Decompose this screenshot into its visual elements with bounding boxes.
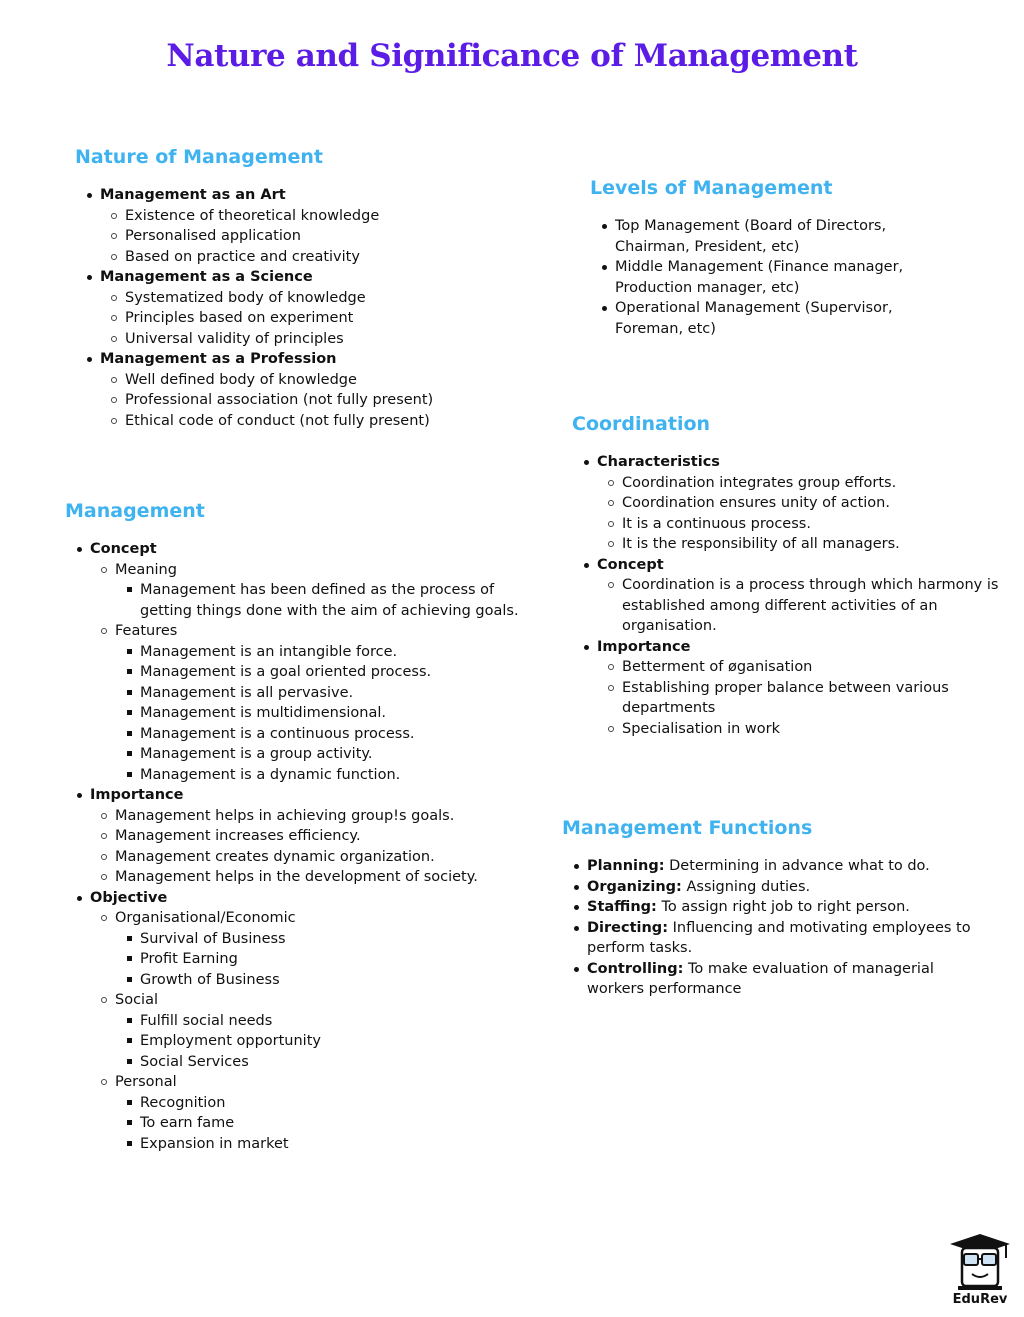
list-item: Management as a Science Systematized body of knowledge Principles based on experiment Universal validity of principles bbox=[75, 267, 545, 349]
list-item: Organizing: Assigning duties. bbox=[562, 877, 982, 898]
list-item: Concept Meaning Management has been defined as the process of getting things done with the aim of achieving goals. Features Management is an intangible force. Management is a goal oriented process. Management is all pervasive. Management is multidimensional. Management is a continuous process. Management is a group activity. Management is a dynamic function. bbox=[65, 539, 545, 785]
list-item: Personal Recognition To earn fame Expansion in market bbox=[90, 1072, 545, 1154]
edurev-logo bbox=[946, 1232, 1014, 1308]
levels-heading: Levels of Management bbox=[590, 177, 833, 199]
list-item: Staffing: To assign right job to right person. bbox=[562, 897, 982, 918]
list-item: Survival of Business bbox=[115, 929, 545, 950]
functions-section bbox=[562, 817, 982, 1000]
levels-list bbox=[590, 216, 920, 339]
list-item: Controlling: To make evaluation of managerial workers performance bbox=[562, 959, 982, 1000]
list-item: Social Fulfill social needs Employment opportunity Social Services bbox=[90, 990, 545, 1072]
list-item: Management as a Profession Well defined body of knowledge Professional association (not fully present) Ethical code of conduct (not fully present) bbox=[75, 349, 545, 431]
list-item: Concept Coordination is a process through which harmony is established among different activities of an organisation. bbox=[572, 555, 1004, 637]
list-item: Betterment of øganisation bbox=[597, 657, 1004, 678]
management-list bbox=[65, 539, 545, 1154]
list-item: Meaning Management has been defined as the process of getting things done with the aim of achieving goals. bbox=[90, 560, 545, 622]
list-item: To earn fame bbox=[115, 1113, 545, 1134]
list-item: Management is a dynamic function. bbox=[115, 765, 545, 786]
page-title: Nature and Significance of Management bbox=[166, 38, 858, 74]
list-item: Management is a goal oriented process. bbox=[115, 662, 545, 683]
management-section bbox=[65, 500, 545, 1154]
list-item: Management as an Art Existence of theoretical knowledge Personalised application Based on practice and creativity bbox=[75, 185, 545, 267]
list-item: Coordination integrates group efforts. bbox=[597, 473, 1004, 494]
levels-section bbox=[590, 177, 920, 339]
list-item: Characteristics Coordination integrates group efforts. Coordination ensures unity of action. It is a continuous process. It is the responsibility of all managers. bbox=[572, 452, 1004, 555]
list-item: Operational Management (Supervisor, Foreman, etc) bbox=[590, 298, 920, 339]
list-item: Features Management is an intangible force. Management is a goal oriented process. Management is all pervasive. Management is multidimensional. Management is a continuous process. Management is a group activity. Management is a dynamic function. bbox=[90, 621, 545, 785]
list-item: Importance Betterment of øganisation Establishing proper balance between various departments Specialisation in work bbox=[572, 637, 1004, 740]
list-item: Systematized body of knowledge bbox=[100, 288, 545, 309]
list-item: Middle Management (Finance manager, Production manager, etc) bbox=[590, 257, 920, 298]
list-item: Management is an intangible force. bbox=[115, 642, 545, 663]
list-item: Social Services bbox=[115, 1052, 545, 1073]
list-item: Based on practice and creativity bbox=[100, 247, 545, 268]
coordination-list bbox=[572, 452, 1004, 739]
list-item: Ethical code of conduct (not fully present) bbox=[100, 411, 545, 432]
list-item: Management helps in achieving group!s goals. bbox=[90, 806, 545, 827]
list-item: Expansion in market bbox=[115, 1134, 545, 1155]
list-item: Professional association (not fully present) bbox=[100, 390, 545, 411]
list-item: Principles based on experiment bbox=[100, 308, 545, 329]
list-item: Management is a continuous process. bbox=[115, 724, 545, 745]
list-item: Planning: Determining in advance what to do. bbox=[562, 856, 982, 877]
list-item: Coordination ensures unity of action. bbox=[597, 493, 1004, 514]
list-item: Management has been defined as the process of getting things done with the aim of achieving goals. bbox=[115, 580, 545, 621]
list-item: Organisational/Economic Survival of Business Profit Earning Growth of Business bbox=[90, 908, 545, 990]
nature-section bbox=[75, 146, 545, 431]
list-item: Coordination is a process through which harmony is established among different activities of an organisation. bbox=[597, 575, 1004, 637]
list-item: Profit Earning bbox=[115, 949, 545, 970]
mascot-icon bbox=[946, 1232, 1014, 1292]
list-item: Management is all pervasive. bbox=[115, 683, 545, 704]
functions-heading: Management Functions bbox=[562, 817, 813, 839]
list-item: Directing: Influencing and motivating employees to perform tasks. bbox=[562, 918, 982, 959]
list-item: Management increases efficiency. bbox=[90, 826, 545, 847]
management-heading: Management bbox=[65, 500, 205, 522]
list-item: Employment opportunity bbox=[115, 1031, 545, 1052]
list-item: Management is multidimensional. bbox=[115, 703, 545, 724]
nature-list bbox=[75, 185, 545, 431]
coordination-heading: Coordination bbox=[572, 413, 711, 435]
list-item: Growth of Business bbox=[115, 970, 545, 991]
list-item: Management is a group activity. bbox=[115, 744, 545, 765]
functions-list bbox=[562, 856, 982, 1000]
list-item: Top Management (Board of Directors, Chairman, President, etc) bbox=[590, 216, 920, 257]
list-item: It is a continuous process. bbox=[597, 514, 1004, 535]
list-item: Existence of theoretical knowledge bbox=[100, 206, 545, 227]
nature-heading: Nature of Management bbox=[75, 146, 323, 168]
list-item: Management helps in the development of society. bbox=[90, 867, 545, 888]
list-item: Universal validity of principles bbox=[100, 329, 545, 350]
list-item: It is the responsibility of all managers. bbox=[597, 534, 1004, 555]
list-item: Fulfill social needs bbox=[115, 1011, 545, 1032]
list-item: Personalised application bbox=[100, 226, 545, 247]
list-item: Specialisation in work bbox=[597, 719, 1004, 740]
list-item: Objective Organisational/Economic Survival of Business Profit Earning Growth of Business Social Fulfill social needs Employment opportunity Social Services Personal Recognition To earn fame Expansion in market bbox=[65, 888, 545, 1155]
list-item: Well defined body of knowledge bbox=[100, 370, 545, 391]
list-item: Establishing proper balance between various departments bbox=[597, 678, 1004, 719]
list-item: Importance Management helps in achieving group!s goals. Management increases efficiency. Management creates dynamic organization. Management helps in the development of society. bbox=[65, 785, 545, 888]
list-item: Recognition bbox=[115, 1093, 545, 1114]
list-item: Management creates dynamic organization. bbox=[90, 847, 545, 868]
logo-text: EduRev bbox=[952, 1292, 1008, 1307]
coordination-section bbox=[572, 413, 1004, 739]
